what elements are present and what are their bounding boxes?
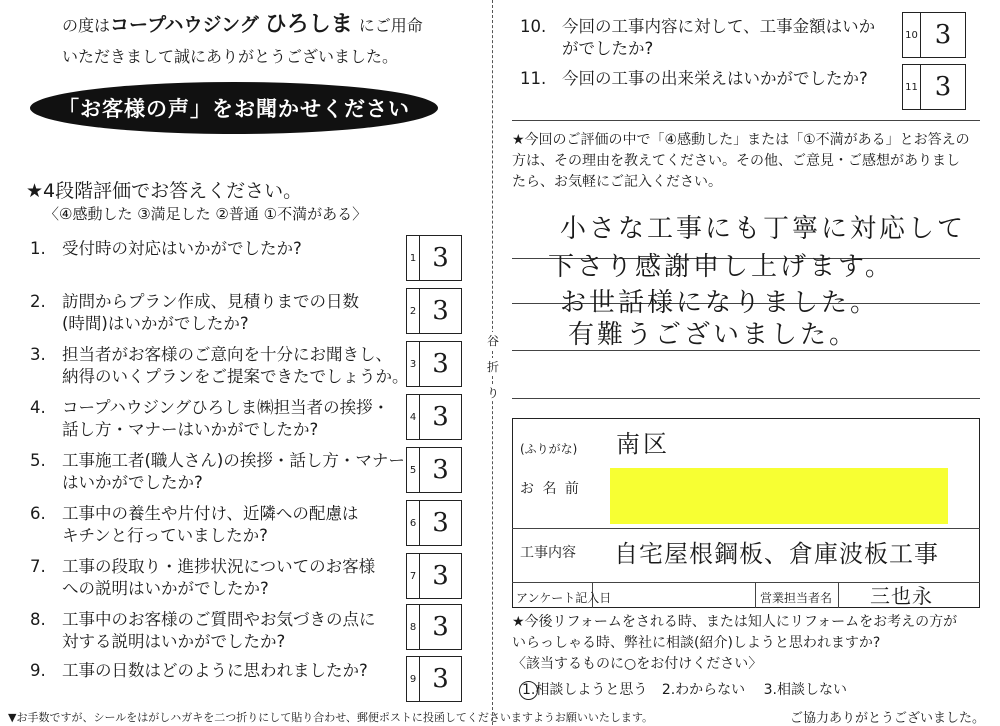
question-4: 4. コープハウジングひろしま㈱担当者の挨拶・ 話し方・マナーはいかがでしたか? xyxy=(30,398,390,439)
referral-option-2[interactable]: 2.わからない xyxy=(661,682,746,698)
question-1: 1. 受付時の対応はいかがでしたか? xyxy=(30,239,302,258)
selected-circle xyxy=(519,681,538,700)
referral-prompt: ★今後リフォームをされる時、または知人にリフォームをお考えの方が いらっしゃる時、弊社に相談(紹介)しようと思われますか? 〈該当するものに○をお付けください〉 xyxy=(512,614,958,672)
answer-box-9[interactable]: 9 3 xyxy=(406,656,462,702)
intro-text-post: にご用命 xyxy=(358,16,423,35)
comment-line-3[interactable]: お世話様になりました。 xyxy=(560,288,880,318)
customer-divider xyxy=(512,528,980,529)
comment-line-2[interactable]: 下さり感謝申し上げます。 xyxy=(548,252,894,282)
referral-option-3[interactable]: 3.相談しない xyxy=(763,682,847,698)
comment-line-1[interactable]: 小さな工事にも丁寧に対応して xyxy=(560,214,967,244)
answer-box-5[interactable]: 5 3 xyxy=(406,447,462,493)
question-8: 8. 工事中のお客様のご質問やお気づきの点に 対する説明はいかがでしたか? xyxy=(30,610,376,651)
answer-box-11[interactable]: 11 3 xyxy=(902,64,966,110)
answer-box-7[interactable]: 7 3 xyxy=(406,553,462,599)
name-redaction xyxy=(610,468,948,524)
answer-box-2[interactable]: 2 3 xyxy=(406,288,462,334)
banner-title: 「お客様の声」をお聞かせください xyxy=(30,82,438,134)
work-label: 工事内容 xyxy=(520,545,576,561)
answer-box-8[interactable]: 8 3 xyxy=(406,604,462,650)
answer-box-3[interactable]: 3 3 xyxy=(406,341,462,387)
intro-text: の度は xyxy=(62,16,111,35)
furigana-label: (ふりがな) xyxy=(520,442,578,456)
fold-label-3: り xyxy=(486,386,499,400)
referral-options xyxy=(522,680,847,701)
staff-divider-2 xyxy=(838,582,839,608)
question-10: 10. 今回の工事内容に対して、工事金額はいか がでしたか? xyxy=(520,17,876,58)
staff-label: 営業担当者名 xyxy=(760,591,833,605)
question-6: 6. 工事中の養生や片付け、近隣への配慮は キチンと行っていましたか? xyxy=(30,504,359,545)
question-3: 3. 担当者がお客様のご意向を十分にお聞きし、 納得のいくプランをご提案できたでしょうか。 xyxy=(30,345,409,386)
answer-box-1[interactable]: 1 3 xyxy=(406,235,462,281)
comment-line-4[interactable]: 有難うございました。 xyxy=(568,320,859,350)
answer-box-6[interactable]: 6 3 xyxy=(406,500,462,546)
fold-label-1: 谷 xyxy=(486,334,499,348)
furigana-value[interactable]: 南区 xyxy=(616,430,670,458)
staff-value[interactable]: 三也永 xyxy=(870,584,933,608)
intro-line-1 xyxy=(62,14,423,37)
question-5: 5. 工事施工者(職人さん)の挨拶・話し方・マナー はいかがでしたか? xyxy=(30,451,405,492)
divider xyxy=(512,120,980,121)
staff-divider xyxy=(755,582,756,608)
footer-instructions: ▼お手数ですが、シールをはがしハガキを二つ折りにして貼り合わせ、郵便ポストに投函してくださいますようお願いいたします。 xyxy=(8,711,654,724)
rating-scale: 〈④感動した ③満足した ②普通 ①不満がある〉 xyxy=(44,205,368,223)
date-label: アンケート記入日 xyxy=(516,591,612,605)
name-label: お 名 前 xyxy=(520,481,581,497)
brand-name-2: ひろしま xyxy=(264,12,353,37)
intro-line-2: いただきまして誠にありがとうございました。 xyxy=(62,47,399,66)
question-2: 2. 訪問からプラン作成、見積りまでの日数 (時間)はいかがでしたか? xyxy=(30,292,359,333)
fold-label-2: 折 xyxy=(486,360,499,374)
footer-thanks: ご協力ありがとうございました。 xyxy=(790,711,986,726)
question-7: 7. 工事の段取り・進捗状況についてのお客様 への説明はいかがでしたか? xyxy=(30,557,376,598)
question-9: 9. 工事の日数はどのように思われましたか? xyxy=(30,661,368,680)
work-value[interactable]: 自宅屋根鋼板、倉庫波板工事 xyxy=(614,540,939,568)
comments-prompt: ★今回のご評価の中で「④感動した」または「①不満がある」とお答えの 方は、その理由を教えてください。その他、ご意見・ご感想がありまし たら、お気軽にご記入ください。 xyxy=(512,132,970,190)
answer-box-4[interactable]: 4 3 xyxy=(406,394,462,440)
referral-option-1[interactable]: 1.相談しようと思う xyxy=(522,680,647,701)
ruled-line xyxy=(512,398,980,399)
brand-name: コープハウジング xyxy=(110,14,259,36)
rating-heading: ★4段階評価でお答えください。 xyxy=(26,180,303,202)
question-11: 11. 今回の工事の出来栄えはいかがでしたか? xyxy=(520,69,868,88)
answer-box-10[interactable]: 10 3 xyxy=(902,12,966,58)
